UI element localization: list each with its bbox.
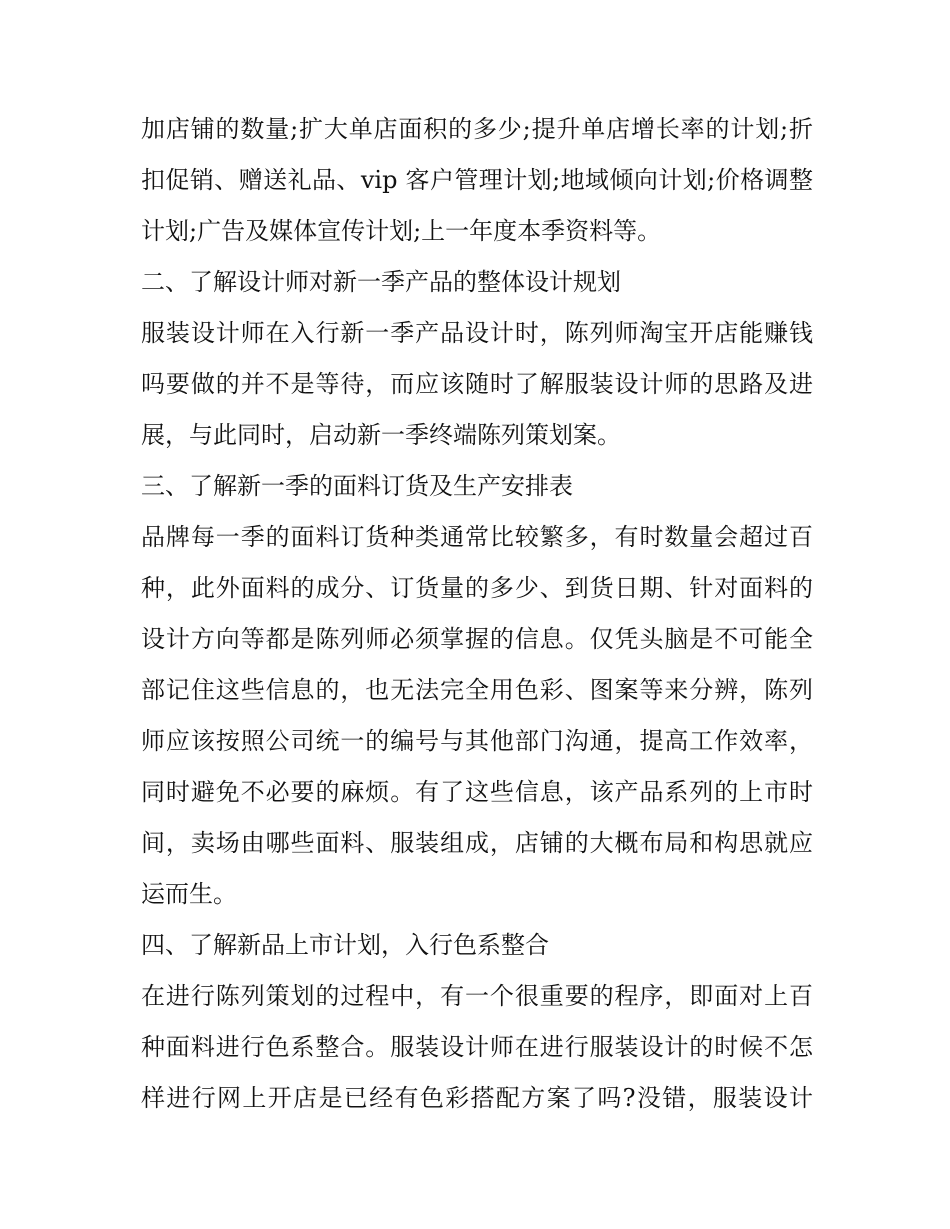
text-line: 计划;广告及媒体宣传计划;上一年度本季资料等。 xyxy=(141,217,662,245)
section-heading: 四、了解新品上市计划，入行色系整合 xyxy=(141,931,549,959)
text-line: 加店铺的数量;扩大单店面积的多少;提升单店增长率的计划;折 xyxy=(141,115,813,143)
text-line: 种，此外面料的成分、订货量的多少、到货日期、针对面料的 xyxy=(141,574,813,602)
text-line: 间，卖场由哪些面料、服装组成，店铺的大概布局和构思就应 xyxy=(141,829,813,857)
text-line: 部记住这些信息的，也无法完全用色彩、图案等来分辨，陈列 xyxy=(141,676,813,704)
text-line: 品牌每一季的面料订货种类通常比较繁多，有时数量会超过百 xyxy=(141,523,813,551)
text-line: 扣促销、赠送礼品、vip 客户管理计划;地域倾向计划;价格调整 xyxy=(141,166,813,194)
section-heading: 三、了解新一季的面料订货及生产安排表 xyxy=(141,472,573,500)
text-line: 同时避免不必要的麻烦。有了这些信息，该产品系列的上市时 xyxy=(141,778,813,806)
text-line: 展，与此同时，启动新一季终端陈列策划案。 xyxy=(141,421,621,449)
text-line: 种面料进行色系整合。服装设计师在进行服装设计的时候不怎 xyxy=(141,1033,813,1061)
text-line: 师应该按照公司统一的编号与其他部门沟通，提高工作效率， xyxy=(141,727,813,755)
document-body xyxy=(141,104,813,1124)
text-line: 在进行陈列策划的过程中，有一个很重要的程序，即面对上百 xyxy=(141,982,813,1010)
text-line: 设计方向等都是陈列师必须掌握的信息。仅凭头脑是不可能全 xyxy=(141,625,813,653)
text-line: 样进行网上开店是已经有色彩搭配方案了吗?没错，服装设计 xyxy=(141,1084,813,1112)
text-line: 服装设计师在入行新一季产品设计时，陈列师淘宝开店能赚钱 xyxy=(141,319,813,347)
section-heading: 二、了解设计师对新一季产品的整体设计规划 xyxy=(141,268,621,296)
text-line: 运而生。 xyxy=(141,880,237,908)
text-line: 吗要做的并不是等待，而应该随时了解服装设计师的思路及进 xyxy=(141,370,813,398)
